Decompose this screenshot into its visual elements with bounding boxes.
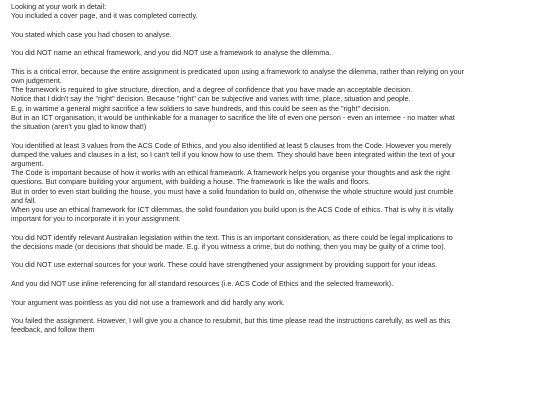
text-line: argument. [11, 159, 44, 168]
paragraph-critical-error [11, 67, 532, 131]
paragraph-result [11, 316, 532, 334]
text-line: The framework is required to give structure, direction, and a degree of confidence that you have made an acceptable decision. [11, 85, 413, 95]
paragraph-gap [11, 307, 532, 316]
paragraph-gap [11, 20, 532, 29]
paragraph-gap [11, 270, 532, 279]
text-line: You did NOT name an ethical framework, and you did NOT use a framework to analyse the dilemma. [11, 48, 332, 58]
paragraph-gap [11, 223, 532, 232]
text-line: You stated which case you had chosen to analyse. [11, 29, 172, 39]
paragraph-gap [11, 39, 532, 48]
text-line: The Code is important because of how it works with an ethical framework. A framework helps you organise your thoughts and ask the right [11, 168, 451, 178]
text-line: But in order to even start building the house, you must have a solid foundation to build on, otherwise the whole structure would just crumble [11, 186, 454, 196]
paragraph-gap [11, 58, 532, 67]
text-line: and fall. [11, 195, 37, 205]
text-line: You did NOT use external sources for your work. These could have strengthened your assignment by providing support for your ideas. [11, 260, 438, 270]
text-line: And you did NOT use inline referencing for all standard resources (i.e. ACS Code of Ethics and the selected framework). [11, 279, 394, 289]
text-line: the decisions made (or decisions that should be made. E.g. if you witness a crime, but do nothing, then you may be guilty of a crime too). [11, 241, 446, 251]
text-line: But in an ICT organisation, it would be unthinkable for a manager to sacrifice the life of even one person - even an internee - no matter what [11, 112, 455, 122]
text-line: You failed the assignment. However, I will give you a chance to resubmit, but this time please read the instructions carefully, as well as this [11, 316, 451, 326]
text-line: Your argument was pointless as you did not use a framework and did hardly any work. [11, 297, 285, 307]
paragraph-intro [11, 2, 532, 20]
paragraph-gap [11, 251, 532, 260]
paragraph-legislation [11, 233, 532, 251]
paragraph-referencing [11, 279, 532, 288]
text-line: own judgement. [11, 76, 62, 86]
paragraph-gap [11, 288, 532, 297]
text-line: the situation (aren't you glad to know that!) [11, 122, 147, 132]
text-line: You did NOT identify relevant Australian legislation within the text. This is an important consideration, as there could be legal implications to [11, 232, 453, 242]
text-line: This is a critical error, because the entire assignment is predicated upon using a framework to analyse the dilemma, rather than relying on your [11, 66, 465, 76]
text-line: important for you to incorporate it in your assignment. [11, 214, 181, 224]
text-line: questions. But compare building your argument, with building a house. The framework is like the walls and floors. [11, 177, 371, 187]
paragraph-code-of-ethics [11, 141, 532, 224]
paragraph-gap [11, 131, 532, 140]
paragraph-case [11, 30, 532, 39]
paragraph-external-sources [11, 260, 532, 269]
text-line: dumped the values and clauses in a list, so I can't tell if you know how to use them. They should have been integrated within the text of your [11, 149, 456, 159]
text-line: When you use an ethical framework for ICT dilemmas, the solid foundation you build upon is the ACS Code of ethics. That is why it is vitally [11, 204, 454, 214]
paragraph-argument [11, 298, 532, 307]
text-line: You identified at least 3 values from the ACS Code of Ethics, and you also identified at least 5 clauses from the Code. However you merely [11, 140, 452, 150]
text-line: You included a cover page, and it was completed correctly. [11, 11, 198, 21]
text-line: E.g. in wartime a general might sacrifice a few soldiers to save hundreds, and this could be seen as the "right" decision. [11, 103, 391, 113]
text-line: feedback, and follow them [11, 325, 95, 335]
paragraph-framework [11, 48, 532, 57]
text-line: Looking at your work in detail: [11, 2, 107, 11]
text-line: Notice that I didn't say the "right" decision. Because "right" can be subjective and varies with time, place, situation and people. [11, 94, 411, 104]
